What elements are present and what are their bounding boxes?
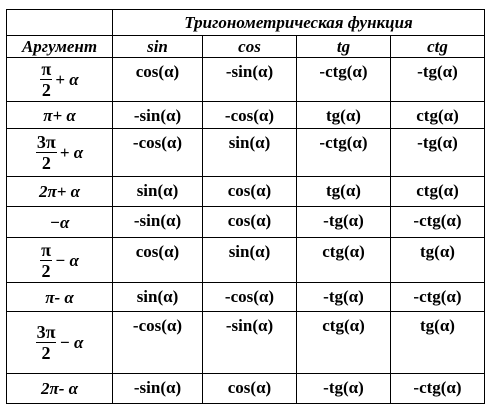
trig-reduction-table — [6, 9, 485, 404]
fraction-numerator: 3π — [36, 322, 56, 342]
value-cell-tg: tg(α) — [297, 102, 391, 129]
argument-cell — [7, 129, 113, 177]
value-cell-sin: -sin(α) — [113, 374, 203, 404]
column-header-cos: cos — [203, 36, 297, 58]
fraction — [40, 59, 52, 100]
value-cell-cos: cos(α) — [203, 177, 297, 207]
argument-cell: 2π+ α — [7, 177, 113, 207]
argument-cell — [7, 238, 113, 283]
fraction-denominator: 2 — [41, 260, 51, 281]
table-row — [7, 374, 485, 404]
value-cell-cos: -sin(α) — [203, 58, 297, 102]
value-cell-sin: sin(α) — [113, 283, 203, 312]
fraction-denominator: 2 — [41, 343, 51, 363]
fraction-numerator: 3π — [36, 132, 56, 152]
value-cell-tg: ctg(α) — [297, 312, 391, 374]
argument-suffix: − α — [59, 333, 84, 352]
value-cell-ctg: -ctg(α) — [391, 207, 485, 238]
table-title: Тригонометрическая функция — [113, 10, 485, 36]
table-row — [7, 283, 485, 312]
value-cell-ctg: -tg(α) — [391, 58, 485, 102]
value-cell-tg: -tg(α) — [297, 207, 391, 238]
table-row — [7, 312, 485, 374]
fraction-denominator: 2 — [41, 80, 51, 100]
value-cell-tg: tg(α) — [297, 177, 391, 207]
fraction-denominator: 2 — [41, 153, 51, 173]
value-cell-ctg: -ctg(α) — [391, 283, 485, 312]
value-cell-sin: cos(α) — [113, 58, 203, 102]
value-cell-cos: -cos(α) — [203, 102, 297, 129]
value-cell-cos: cos(α) — [203, 207, 297, 238]
value-cell-tg: -tg(α) — [297, 283, 391, 312]
value-cell-cos: sin(α) — [203, 238, 297, 283]
value-cell-sin: -sin(α) — [113, 102, 203, 129]
table-row — [7, 102, 485, 129]
value-cell-ctg: -ctg(α) — [391, 374, 485, 404]
value-cell-ctg: -tg(α) — [391, 129, 485, 177]
argument-header: Аргумент — [7, 36, 113, 58]
value-cell-cos: -cos(α) — [203, 283, 297, 312]
argument-cell — [7, 58, 113, 102]
value-cell-ctg: ctg(α) — [391, 177, 485, 207]
column-header-tg: tg — [297, 36, 391, 58]
table-row — [7, 207, 485, 238]
argument-cell: π- α — [7, 283, 113, 312]
argument-cell: −α — [7, 207, 113, 238]
column-header-ctg: ctg — [391, 36, 485, 58]
argument-cell: π+ α — [7, 102, 113, 129]
value-cell-ctg: ctg(α) — [391, 102, 485, 129]
column-header-sin: sin — [113, 36, 203, 58]
fraction — [36, 322, 57, 363]
table-row — [7, 129, 485, 177]
value-cell-ctg: tg(α) — [391, 238, 485, 283]
table-row — [7, 58, 485, 102]
corner-empty-cell — [7, 10, 113, 36]
value-cell-sin: cos(α) — [113, 238, 203, 283]
value-cell-cos: sin(α) — [203, 129, 297, 177]
value-cell-sin: -cos(α) — [113, 312, 203, 374]
value-cell-sin: sin(α) — [113, 177, 203, 207]
argument-cell — [7, 312, 113, 374]
fraction — [36, 132, 57, 173]
value-cell-cos: cos(α) — [203, 374, 297, 404]
value-cell-tg: -ctg(α) — [297, 129, 391, 177]
value-cell-ctg: tg(α) — [391, 312, 485, 374]
value-cell-tg: -tg(α) — [297, 374, 391, 404]
fraction-numerator: π — [41, 239, 51, 260]
argument-suffix: + α — [59, 143, 84, 162]
argument-suffix: − α — [54, 250, 79, 270]
fraction — [40, 240, 52, 281]
table-row — [7, 238, 485, 283]
value-cell-tg: -ctg(α) — [297, 58, 391, 102]
value-cell-sin: -sin(α) — [113, 207, 203, 238]
table-row — [7, 177, 485, 207]
value-cell-cos: -sin(α) — [203, 312, 297, 374]
fraction-numerator: π — [41, 59, 52, 79]
value-cell-tg: ctg(α) — [297, 238, 391, 283]
argument-cell: 2π- α — [7, 374, 113, 404]
argument-suffix: + α — [55, 70, 79, 89]
value-cell-sin: -cos(α) — [113, 129, 203, 177]
